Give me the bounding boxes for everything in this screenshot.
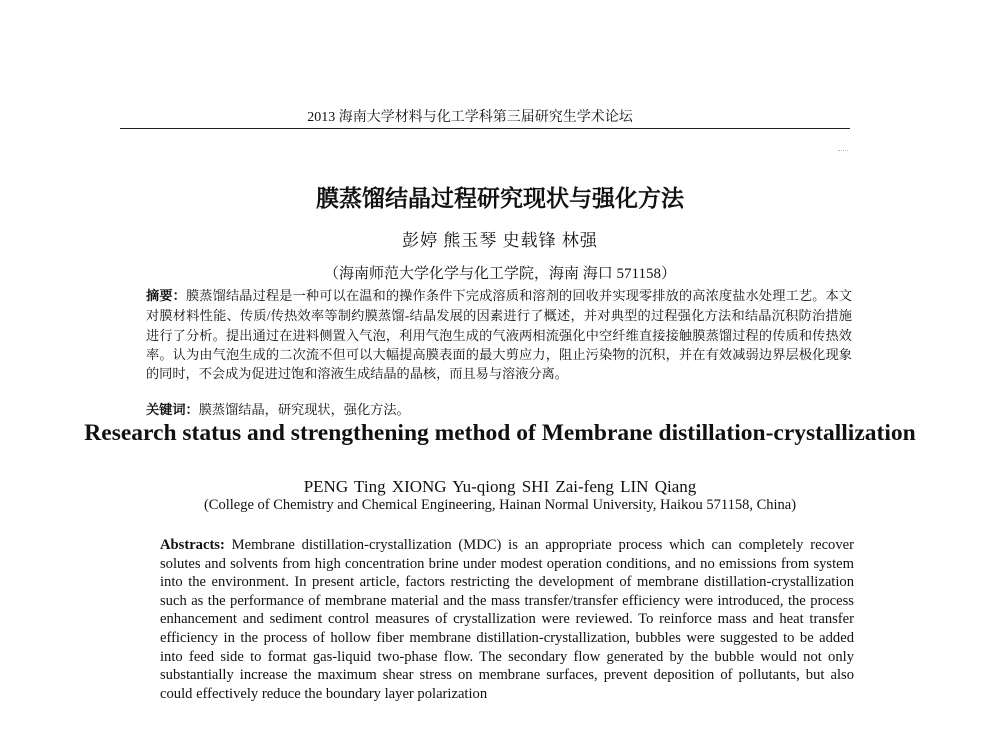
abstract-en bbox=[160, 536, 854, 703]
title-cn: 膜蒸馏结晶过程研究现状与强化方法 bbox=[316, 186, 684, 212]
header-rule bbox=[120, 128, 850, 129]
running-header: 2013 海南大学材料与化工学科第三届研究生学术论坛 bbox=[307, 110, 633, 125]
authors-en: PENG Ting XIONG Yu-qiong SHI Zai-feng LIN Qiang bbox=[303, 477, 697, 496]
authors-cn: 彭婷 熊玉琴 史载锋 林强 bbox=[402, 231, 598, 250]
abstract-en-label: Abstracts: bbox=[160, 537, 225, 553]
abstract-cn-text: 膜蒸馏结晶过程是一种可以在温和的操作条件下完成溶质和溶剂的回收并实现零排放的高浓度盐水处理工艺。本文对膜材料性能、传质/传热效率等制约膜蒸馏-结晶发展的因素进行了概述，并对典型的过程强化方法和结晶沉积防治措施进行了分析。提出通过在进料侧置入气泡，利用气泡生成的气液两相流强化中空纤维直接接触膜蒸馏过程的传质和传热效率。认为由气泡生成的二次流不但可以大幅提高膜表面的最大剪应力，阻止污染物的沉积，并在有效减弱边界层极化现象的同时，不会成为促进过饱和溶液生成结晶的晶核，而且易与溶液分离。 bbox=[146, 288, 853, 382]
abstract-cn bbox=[146, 286, 852, 383]
affiliation-cn: （海南师范大学化学与化工学院，海南 海口 571158） bbox=[324, 266, 676, 282]
keywords-cn-label: 关键词： bbox=[146, 403, 199, 418]
abstract-en-text: Membrane distillation-crystallization (MDC) is an appropriate process which can completely recover solutes and solvents from high concentration brine under modest operation conditions, and no emissions from system into the environment. In present article, factors restricting the development of membrane distillation-crystallization such as the performance of membrane material and the mass transfer/transfer efficiency were introduced, the process enhancement and sediment control measures of crystallization were reviewed. To reinforce mass and heat transfer efficiency in the process of hollow fiber membrane distillation-crystallization, bubbles were suggested to be added into feed side to format gas-liquid two-phase flow. The secondary flow generated by the bubble would not only substantially increase the maximum shear stress on membrane surfaces, prevent deposition of pollutants, but also could effectively reduce the boundary layer polarization bbox=[160, 537, 854, 702]
scan-mark bbox=[838, 150, 848, 151]
keywords-cn bbox=[146, 399, 410, 418]
keywords-cn-text: 膜蒸馏结晶，研究现状，强化方法。 bbox=[198, 402, 410, 417]
abstract-cn-label: 摘要： bbox=[146, 289, 186, 304]
title-en: Research status and strengthening method of Membrane distillation-crystallization bbox=[84, 420, 916, 446]
affiliation-en: (College of Chemistry and Chemical Engineering, Hainan Normal University, Haikou 571158, China) bbox=[203, 497, 797, 513]
